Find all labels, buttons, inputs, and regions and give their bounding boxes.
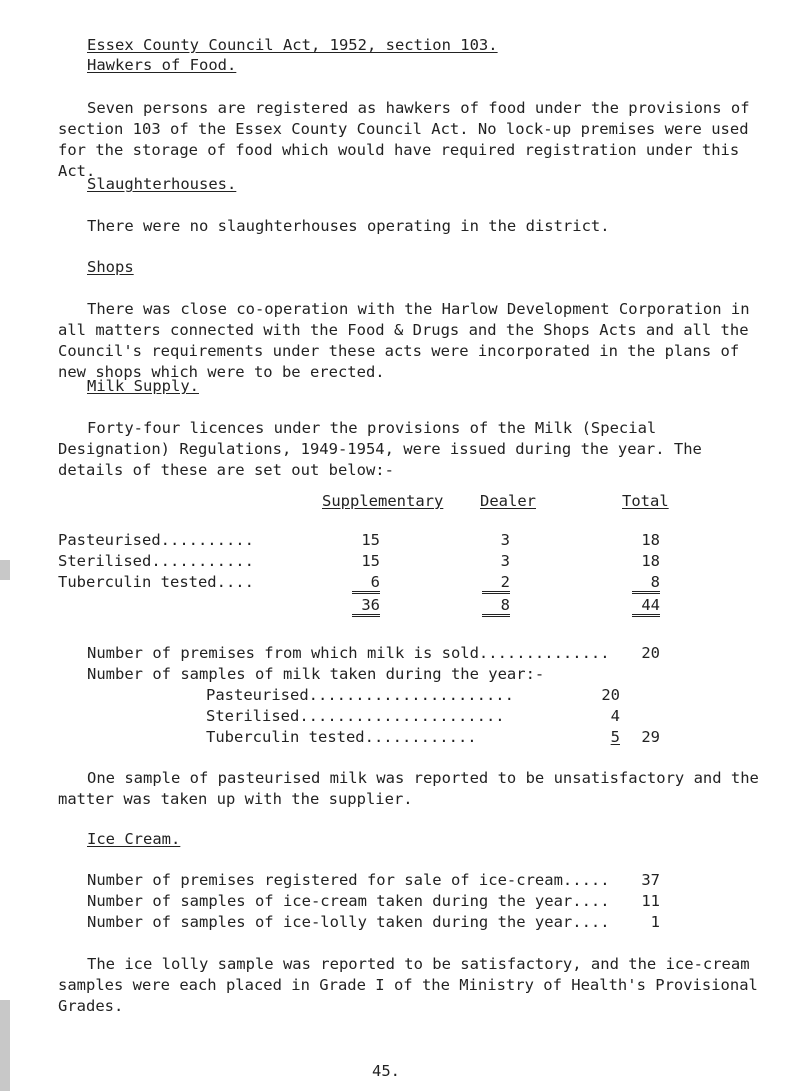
shops-heading: Shops — [87, 258, 134, 276]
cell-total: 18 — [641, 531, 660, 549]
hawkers-paragraph: Seven persons are registered as hawkers of food under the provisions of section 103 of the Essex County Council Act. No lock-up premises were used for the storage of food which would have required registration under this Act. — [58, 99, 750, 180]
unsatisfactory-paragraph: One sample of pasteurised milk was reported to be unsatisfactory and the matter was taken up with the supplier. — [58, 769, 759, 808]
ice-cream-value: 37 — [641, 871, 660, 889]
sample-label-pasteurised: Pasteurised...................... — [206, 686, 514, 704]
ice-cream-label-premises: Number of premises registered for sale of ice-cream..... — [87, 871, 610, 889]
cell-total: 8 — [632, 573, 660, 594]
cell-dealer: 3 — [500, 531, 510, 549]
cell-supplementary: 15 — [361, 531, 380, 549]
row-label-pasteurised: Pasteurised.......... — [58, 531, 254, 549]
sample-label-tuberculin: Tuberculin tested............ — [206, 728, 477, 746]
ice-cream-paragraph: The ice lolly sample was reported to be satisfactory, and the ice-cream samples were each placed in Grade I of the Ministry of Health's Provisional Grades. — [58, 955, 758, 1015]
total-total: 44 — [632, 596, 660, 617]
column-header-supplementary: Supplementary — [322, 492, 444, 510]
cell-supplementary: 6 — [352, 573, 380, 594]
total-dealer: 8 — [482, 596, 510, 617]
column-header-total: Total — [622, 492, 669, 510]
sample-value: 20 — [601, 686, 620, 704]
sample-value: 4 — [610, 707, 620, 725]
scan-edge-mark — [0, 1000, 10, 1091]
ice-cream-heading: Ice Cream. — [87, 830, 181, 848]
ice-cream-label-lolly: Number of samples of ice-lolly taken during the year.... — [87, 913, 610, 931]
samples-label: Number of samples of milk taken during the year:- — [87, 665, 545, 683]
premises-value: 20 — [641, 644, 660, 662]
slaughterhouses-heading: Slaughterhouses. — [87, 175, 237, 193]
page-number: 45. — [372, 1062, 400, 1080]
total-supplementary: 36 — [352, 596, 380, 617]
sample-label-sterilised: Sterilised...................... — [206, 707, 505, 725]
scan-edge-mark — [0, 560, 10, 580]
slaughterhouses-paragraph: There were no slaughterhouses operating in the district. — [87, 217, 610, 235]
hawkers-heading: Hawkers of Food. — [87, 56, 237, 74]
premises-label: Number of premises from which milk is sold.............. — [87, 644, 610, 662]
cell-dealer: 3 — [500, 552, 510, 570]
ice-cream-value: 1 — [650, 913, 660, 931]
ice-cream-value: 11 — [641, 892, 660, 910]
shops-paragraph: There was close co-operation with the Harlow Development Corporation in all matters connected with the Food & Drugs and the Shops Acts and all the Council's requirements under these acts were incorporated in the plans of new shops which were to be erected. — [58, 300, 750, 381]
column-header-dealer: Dealer — [480, 492, 536, 510]
milk-heading: Milk Supply. — [87, 377, 199, 395]
ice-cream-label-samples: Number of samples of ice-cream taken during the year.... — [87, 892, 610, 910]
cell-dealer: 2 — [482, 573, 510, 594]
milk-paragraph: Forty-four licences under the provisions of the Milk (Special Designation) Regulations, 1949-1954, were issued during the year. The details of these are set out below:- — [58, 419, 702, 479]
row-label-tuberculin: Tuberculin tested.... — [58, 573, 254, 591]
cell-total: 18 — [641, 552, 660, 570]
row-label-sterilised: Sterilised........... — [58, 552, 254, 570]
sample-value: 5 — [610, 728, 620, 746]
section-heading: Essex County Council Act, 1952, section 103. — [87, 36, 498, 54]
cell-supplementary: 15 — [361, 552, 380, 570]
samples-total: 29 — [641, 728, 660, 746]
